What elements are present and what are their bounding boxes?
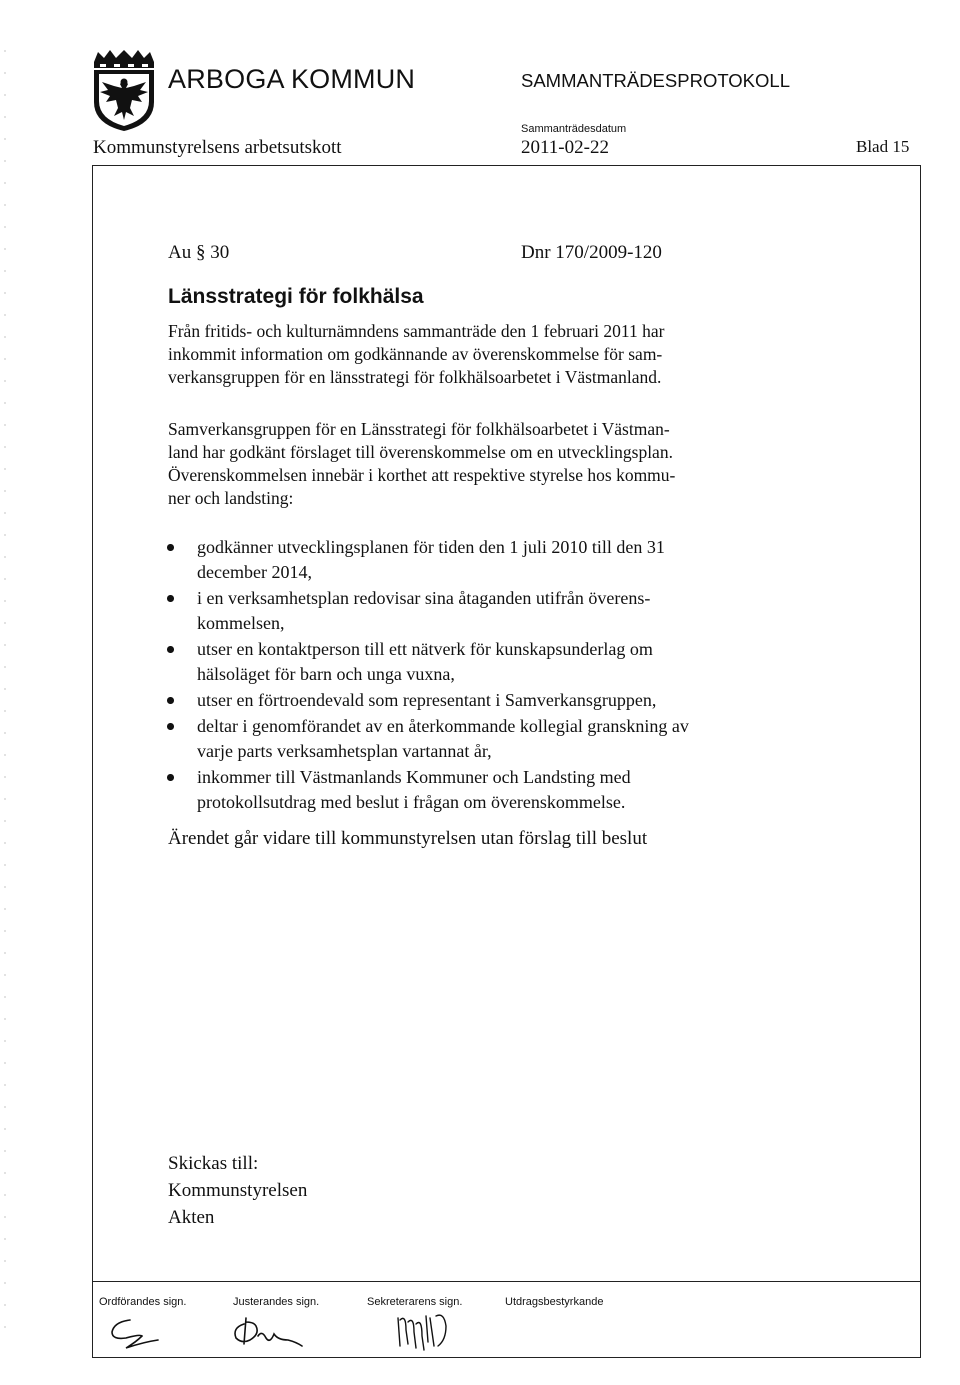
case-number: Dnr 170/2009-120 — [521, 242, 662, 263]
paragraph-reference: Au § 30 — [168, 242, 230, 263]
list-item-text: varje parts verksamhetsplan vartannat år, — [197, 741, 492, 761]
adjuster-signature-label: Justerandes sign. — [233, 1296, 320, 1308]
list-item-text: kommelsen, — [197, 613, 285, 633]
secretary-signature — [392, 1306, 462, 1354]
distribution-recipient: Akten — [168, 1207, 215, 1228]
signature-box — [92, 1281, 921, 1358]
paragraph-agreement — [168, 418, 808, 510]
committee-name: Kommunstyrelsens arbetsutskott — [93, 137, 342, 158]
organization-name: ARBOGA KOMMUN — [168, 64, 416, 94]
list-item — [165, 535, 825, 585]
chair-signature — [100, 1312, 170, 1352]
list-item — [165, 586, 825, 636]
list-item-text: utser en kontaktperson till ett nätverk för kunskapsunderlag om — [197, 639, 653, 659]
text-line: Från fritids- och kulturnämndens sammanträde den 1 februari 2011 har — [168, 321, 665, 341]
secretary-signature-label: Sekreterarens sign. — [367, 1296, 463, 1308]
text-line: land har godkänt förslaget till överenskommelse om en utvecklingsplan. — [168, 442, 673, 462]
protocol-title: SAMMANTRÄDESPROTOKOLL — [521, 70, 790, 91]
list-item-text: deltar i genomförandet av en återkommande kollegial granskning av — [197, 716, 689, 736]
list-item-text: december 2014, — [197, 562, 312, 582]
text-line: inkommit information om godkännande av överenskommelse för sam- — [168, 344, 663, 364]
date-label: Sammanträdesdatum — [521, 123, 627, 135]
list-item-text: utser en förtroendevald som representant i Samverkansgruppen, — [197, 690, 657, 710]
distribution-recipient: Kommunstyrelsen — [168, 1180, 308, 1201]
list-item — [165, 714, 825, 764]
paragraph-background — [168, 320, 808, 389]
list-item-text: protokollsutdrag med beslut i frågan om överenskommelse. — [197, 792, 626, 812]
text-line: verkansgruppen för en länsstrategi för folkhälsoarbetet i Västmanland. — [168, 367, 662, 387]
page-number: Blad 15 — [856, 137, 910, 156]
text-line: ner och landsting: — [168, 488, 294, 508]
conclusion-text: Ärendet går vidare till kommunstyrelsen utan förslag till beslut — [168, 828, 648, 849]
meeting-date: 2011-02-22 — [521, 137, 609, 158]
distribution-list — [168, 1150, 307, 1231]
list-item — [165, 637, 825, 687]
list-item — [165, 765, 825, 815]
item-heading: Länsstrategi för folkhälsa — [168, 285, 424, 308]
commitments-list — [165, 535, 825, 816]
scan-edge-noise — [2, 40, 8, 1340]
adjuster-signature — [228, 1310, 308, 1352]
list-item-text: i en verksamhetsplan redovisar sina åtaganden utifrån överens- — [197, 588, 651, 608]
list-item-text: godkänner utvecklingsplanen för tiden den 1 juli 2010 till den 31 — [197, 537, 665, 557]
chair-signature-label: Ordförandes sign. — [99, 1296, 187, 1308]
list-item — [165, 688, 825, 713]
coat-of-arms-logo — [90, 48, 158, 132]
text-line: Överenskommelsen innebär i korthet att respektive styrelse hos kommu- — [168, 465, 676, 485]
distribution-label: Skickas till: — [168, 1153, 259, 1174]
text-line: Samverkansgruppen för en Länsstrategi för folkhälsoarbetet i Västman- — [168, 419, 670, 439]
list-item-text: inkommer till Västmanlands Kommuner och Landsting med — [197, 767, 631, 787]
list-item-text: hälsoläget för barn och unga vuxna, — [197, 664, 455, 684]
extract-certification-label: Utdragsbestyrkande — [505, 1296, 604, 1308]
